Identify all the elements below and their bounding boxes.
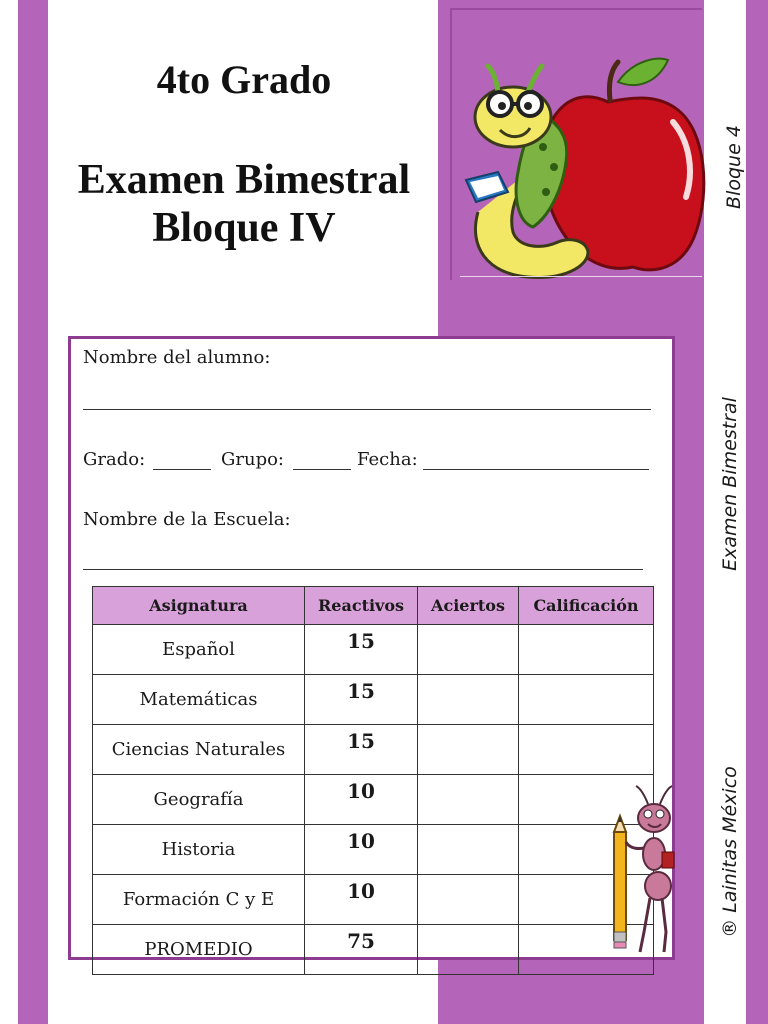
correct-answers-cell[interactable] [418,725,519,775]
exam-title-line-1: Examen Bimestral [77,157,411,203]
subject-cell: Historia [93,825,305,875]
side-label-bloque: Bloque 4 [723,125,745,209]
items-cell: 10 [305,875,418,925]
header-calificacion: Calificación [519,587,654,625]
illustration-baseline [460,276,702,277]
items-cell: 15 [305,675,418,725]
date-line[interactable] [423,469,649,470]
subject-cell: Ciencias Naturales [93,725,305,775]
grades-table [92,586,654,975]
table-row [93,875,654,925]
date-label: Fecha: [357,449,418,470]
group-label: Grupo: [221,449,284,470]
subject-cell: PROMEDIO [93,925,305,975]
correct-answers-cell[interactable] [418,675,519,725]
ant-pencil-illustration-icon [604,782,684,958]
items-cell: 10 [305,775,418,825]
student-name-line[interactable] [83,409,651,410]
exam-form-card [68,336,675,960]
correct-answers-cell[interactable] [418,775,519,825]
school-name-label: Nombre de la Escuela: [83,509,291,530]
right-purple-strip [746,0,768,1024]
side-label-brand: ® Lainitas México [719,766,741,938]
side-label-examen: Examen Bimestral [719,397,741,571]
header-aciertos: Aciertos [418,587,519,625]
subject-cell: Geografía [93,775,305,825]
subject-cell: Formación C y E [93,875,305,925]
items-cell: 75 [305,925,418,975]
items-cell: 15 [305,625,418,675]
correct-answers-cell[interactable] [418,625,519,675]
group-line[interactable] [293,469,351,470]
table-row [93,725,654,775]
grade-title: 4to Grado [156,57,332,102]
grade-cell[interactable] [519,725,654,775]
exam-title-line-2: Bloque IV [152,205,336,251]
school-name-line[interactable] [83,569,643,570]
subject-cell: Matemáticas [93,675,305,725]
header-asignatura: Asignatura [93,587,305,625]
items-cell: 10 [305,825,418,875]
table-row [93,625,654,675]
correct-answers-cell[interactable] [418,925,519,975]
student-name-label: Nombre del alumno: [83,347,271,368]
table-row [93,775,654,825]
grade-cell[interactable] [519,625,654,675]
table-row [93,825,654,875]
left-purple-strip [18,0,48,1024]
worm-apple-illustration-icon [458,52,708,284]
grade-label: Grado: [83,449,146,470]
header-reactivos: Reactivos [305,587,418,625]
items-cell: 15 [305,725,418,775]
subject-cell: Español [93,625,305,675]
correct-answers-cell[interactable] [418,875,519,925]
grade-cell[interactable] [519,675,654,725]
exam-title [50,156,438,252]
table-row [93,925,654,975]
grade-line[interactable] [153,469,211,470]
correct-answers-cell[interactable] [418,825,519,875]
table-header-row [93,587,654,625]
table-row [93,675,654,725]
